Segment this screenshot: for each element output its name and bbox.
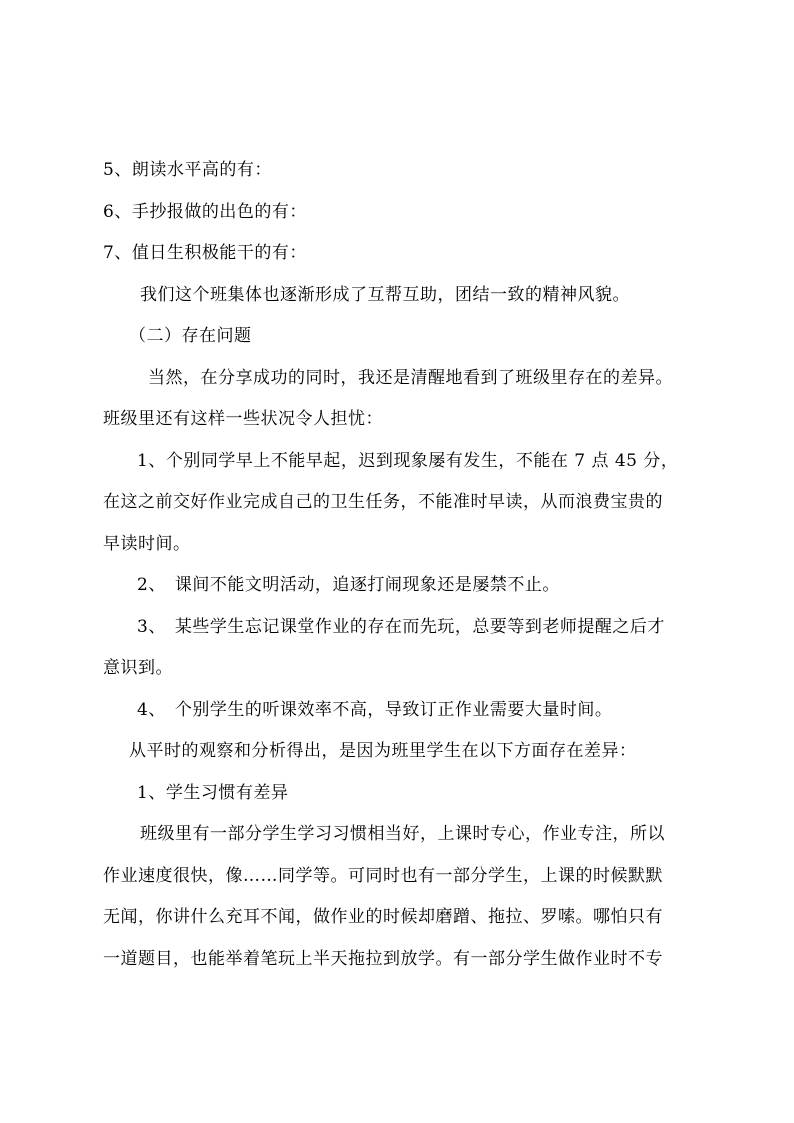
paragraph-line: 从平时的观察和分析得出，是因为班里学生在以下方面存在差异： [129,741,637,761]
paragraph-line: 早读时间。 [103,534,191,554]
problem-item-4: 4、 个别学生的听课效率不高，导致订正作业需要大量时间。 [137,700,613,720]
paragraph-line: 我们这个班集体也逐渐形成了互帮互助，团结一致的精神风貌。 [140,285,630,305]
list-item-reading: 5、朗读水平高的有： [103,160,272,180]
paragraph-line: 在这之前交好作业完成自己的卫生任务，不能准时早读，从而浪费宝贵的 [103,492,663,512]
problem-item-2: 2、 课间不能文明活动，追逐打闹现象还是屡禁不止。 [137,575,560,595]
subsection-heading: 1、学生习惯有差异 [137,783,289,803]
list-item-handcopy: 6、手抄报做的出色的有： [103,202,307,222]
paragraph-line: 无闻，你讲什么充耳不闻，做作业的时候却磨蹭、拖拉、罗嗦。哪怕只有 [103,907,663,927]
section-heading: （二）存在问题 [129,326,252,346]
list-item-duty: 7、值日生积极能干的有： [103,243,307,263]
paragraph-line: 作业速度很快，像……同学等。可同时也有一部分学生，上课的时候默默 [103,866,663,886]
paragraph-line: 当然，在分享成功的同时，我还是清醒地看到了班级里存在的差异。 [148,368,673,388]
paragraph-line: 班级里有一部分学生学习习惯相当好，上课时专心，作业专注，所以 [140,824,665,844]
problem-item-1: 1、个别同学早上不能早起，迟到现象屡有发生，不能在 7 点 45 分， [137,451,679,471]
paragraph-line: 班级里还有这样一些状况令人担忧： [103,409,383,429]
problem-item-3: 3、 某些学生忘记课堂作业的存在而先玩，总要等到老师提醒之后才 [137,617,665,637]
paragraph-line: 一道题目，也能举着笔玩上半天拖拉到放学。有一部分学生做作业时不专 [103,949,663,969]
paragraph-line: 意识到。 [103,658,173,678]
